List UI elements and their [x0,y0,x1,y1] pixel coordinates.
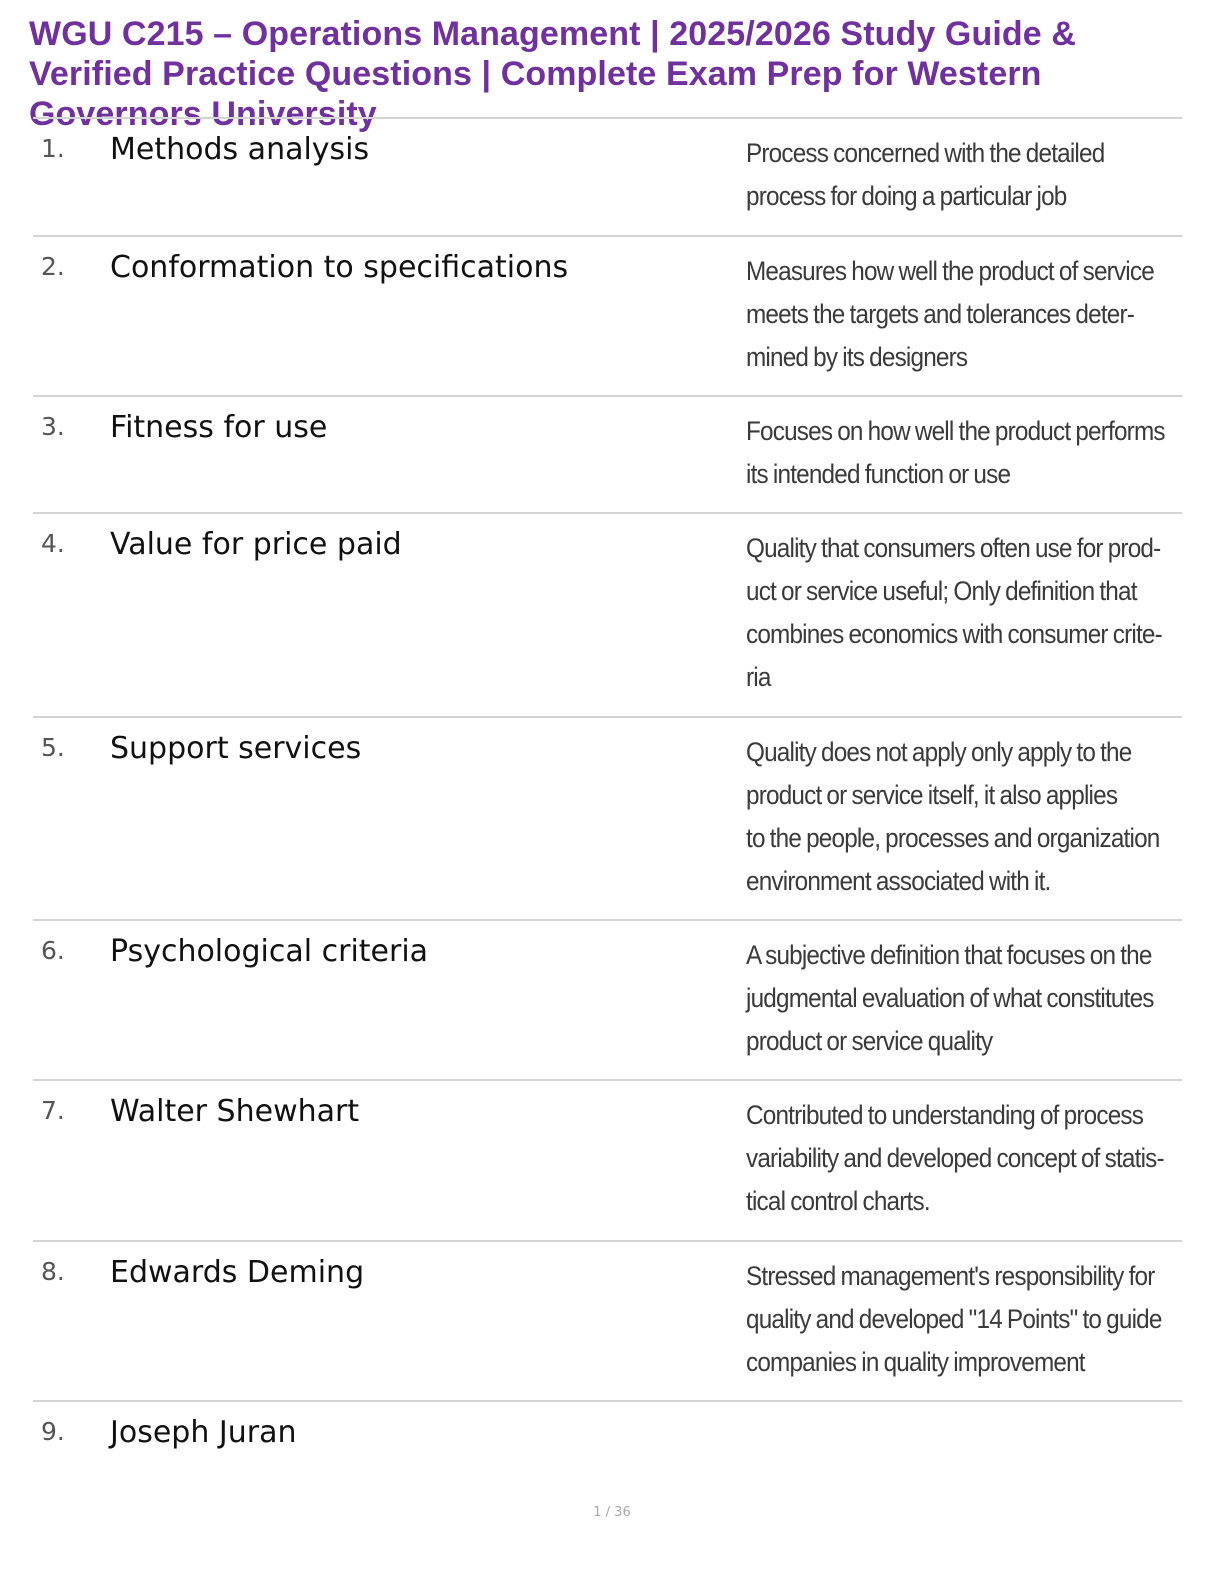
definition-line: Quality does not apply only apply to the [746,737,1132,767]
definition-line: Quality that consumers often use for prod- [746,533,1161,563]
definition-line: Process concerned with the detailed [746,138,1105,168]
definition-line: process for doing a particular job [746,181,1067,211]
card-number: 9. [41,1417,65,1446]
card-number: 7. [41,1096,65,1125]
flashcard-list [33,117,1182,1480]
flashcard-1 [33,117,1182,235]
card-term: Support services [110,731,362,766]
definition-line: quality and developed "14 Points" to guide [746,1304,1162,1334]
definition-line: product or service itself, it also applies [746,780,1118,810]
definition-line: Focuses on how well the product performs [746,416,1165,446]
flashcard-7 [33,1079,1182,1240]
card-term: Fitness for use [110,410,328,445]
card-term: Conformation to specifications [110,250,569,285]
definition-line: uct or service useful; Only definition that [746,576,1137,606]
flashcard-8 [33,1240,1182,1400]
card-definition [746,1255,1162,1384]
card-term: Value for price paid [110,527,402,562]
card-definition [746,132,1129,218]
card-number: 3. [41,412,65,441]
card-number: 6. [41,936,65,965]
card-definition [746,250,1154,379]
card-definition [746,731,1160,903]
definition-line: A subjective definition that focuses on the [746,940,1152,970]
definition-line: its intended function or use [746,459,1011,489]
card-term: Methods analysis [110,132,370,167]
card-number: 2. [41,252,65,281]
definition-line: companies in quality improvement [746,1347,1085,1377]
card-term: Psychological criteria [110,934,429,969]
definition-line: variability and developed concept of statis- [746,1143,1164,1173]
definition-line: Stressed management's responsibility for [746,1261,1155,1291]
definition-line: product or service quality [746,1026,993,1056]
flashcard-4 [33,512,1182,716]
card-number: 8. [41,1257,65,1286]
definition-line: Contributed to understanding of process [746,1100,1144,1130]
card-number: 5. [41,733,65,762]
definition-line: judgmental evaluation of what constitutes [746,983,1154,1013]
card-term: Joseph Juran [110,1415,297,1450]
definition-line: Measures how well the product of service [746,256,1154,286]
card-number: 1. [41,134,65,163]
card-definition [746,410,1165,496]
page-number: 1 / 36 [593,1505,631,1520]
card-definition [746,1094,1164,1223]
flashcard-3 [33,395,1182,512]
card-definition [746,934,1154,1063]
card-number: 4. [41,529,65,558]
card-definition [746,527,1162,699]
card-term: Edwards Deming [110,1255,365,1290]
definition-line: tical control charts. [746,1186,930,1216]
document-title: WGU C215 – Operations Management | 2025/2026 Study Guide & Verified Practice Questions | Complete Exam Prep for Western Governors University [29,15,1076,133]
flashcard-2 [33,235,1182,395]
definition-line: ria [746,662,771,692]
card-term: Walter Shewhart [110,1094,360,1129]
flashcard-6 [33,919,1182,1079]
definition-line: to the people, processes and organization [746,823,1160,853]
definition-line: mined by its designers [746,342,968,372]
definition-line: meets the targets and tolerances deter- [746,299,1135,329]
definition-line: combines economics with consumer crite- [746,619,1162,649]
flashcard-5 [33,716,1182,919]
definition-line: environment associated with it. [746,866,1051,896]
flashcard-9 [33,1400,1182,1480]
